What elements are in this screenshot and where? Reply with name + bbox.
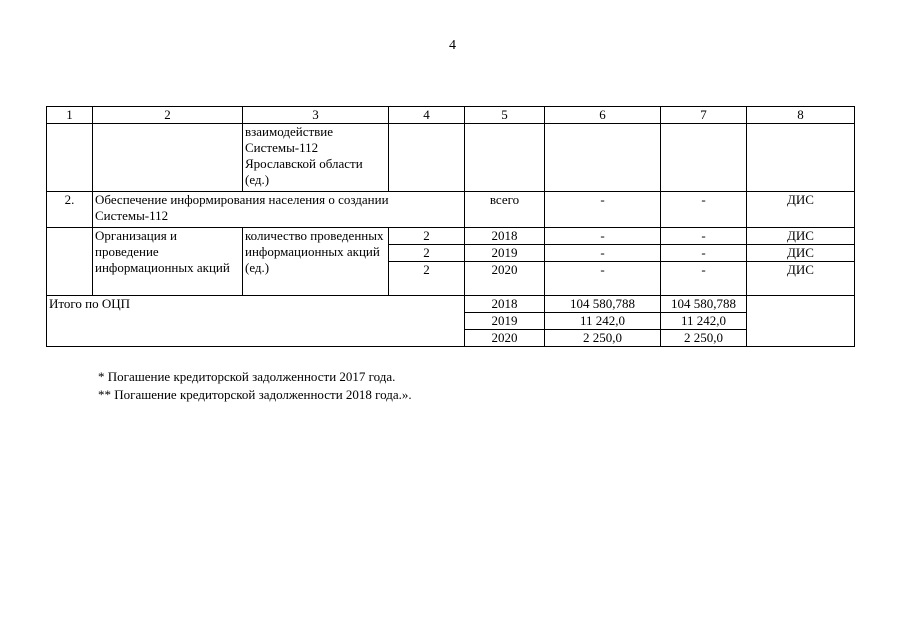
total-col6: 11 242,0 <box>545 313 661 330</box>
subtask-year: 2018 <box>465 228 545 245</box>
empty-cell <box>545 124 661 192</box>
empty-cell <box>747 124 855 192</box>
task-executor: ДИС <box>747 192 855 228</box>
subtask-value: 2 <box>389 262 465 296</box>
empty-cell <box>47 228 93 296</box>
empty-cell <box>93 124 243 192</box>
footnote: * Погашение кредиторской задолженности 2017 года. <box>98 369 396 384</box>
subtask-col7: - <box>661 262 747 296</box>
subtask-year: 2019 <box>465 245 545 262</box>
subtask-col7: - <box>661 245 747 262</box>
total-col7: 104 580,788 <box>661 296 747 313</box>
subtask-col7: - <box>661 228 747 245</box>
empty-cell <box>47 124 93 192</box>
page-number: 4 <box>449 38 456 53</box>
header-cell: 7 <box>661 107 747 124</box>
empty-cell <box>747 296 855 347</box>
total-year: 2020 <box>465 330 545 347</box>
subtask-executor: ДИС <box>747 262 855 296</box>
subtask-executor: ДИС <box>747 228 855 245</box>
footnote: ** Погашение кредиторской задолженности 2018 года.». <box>98 387 412 402</box>
header-cell: 5 <box>465 107 545 124</box>
footnotes <box>98 368 412 404</box>
header-cell: 3 <box>243 107 389 124</box>
total-year: 2018 <box>465 296 545 313</box>
total-label: Итого по ОЦП <box>47 296 465 347</box>
header-row <box>47 107 855 124</box>
total-col6: 104 580,788 <box>545 296 661 313</box>
header-cell: 2 <box>93 107 243 124</box>
total-col7: 2 250,0 <box>661 330 747 347</box>
header-cell: 1 <box>47 107 93 124</box>
task-row <box>47 192 855 228</box>
indicator-cell: взаимодействие Системы-112 Ярославской области (ед.) <box>243 124 389 192</box>
total-row <box>47 296 855 313</box>
subtask-executor: ДИС <box>747 245 855 262</box>
subtask-indicator: количество проведенных информационных акций (ед.) <box>243 228 389 296</box>
subtask-year: 2020 <box>465 262 545 296</box>
total-col6: 2 250,0 <box>545 330 661 347</box>
task-period: всего <box>465 192 545 228</box>
empty-cell <box>389 124 465 192</box>
continuation-row <box>47 124 855 192</box>
header-cell: 8 <box>747 107 855 124</box>
budget-table <box>46 106 855 347</box>
total-col7: 11 242,0 <box>661 313 747 330</box>
subtask-value: 2 <box>389 245 465 262</box>
header-cell: 6 <box>545 107 661 124</box>
task-col7: - <box>661 192 747 228</box>
subtask-col6: - <box>545 228 661 245</box>
task-title: Обеспечение информирования населения о создании Системы-112 <box>93 192 465 228</box>
subtask-row <box>47 228 855 245</box>
subtask-value: 2 <box>389 228 465 245</box>
subtask-name: Организация и проведение информационных акций <box>93 228 243 296</box>
empty-cell <box>465 124 545 192</box>
empty-cell <box>661 124 747 192</box>
subtask-col6: - <box>545 245 661 262</box>
total-year: 2019 <box>465 313 545 330</box>
subtask-col6: - <box>545 262 661 296</box>
header-cell: 4 <box>389 107 465 124</box>
task-number: 2. <box>47 192 93 228</box>
task-col6: - <box>545 192 661 228</box>
